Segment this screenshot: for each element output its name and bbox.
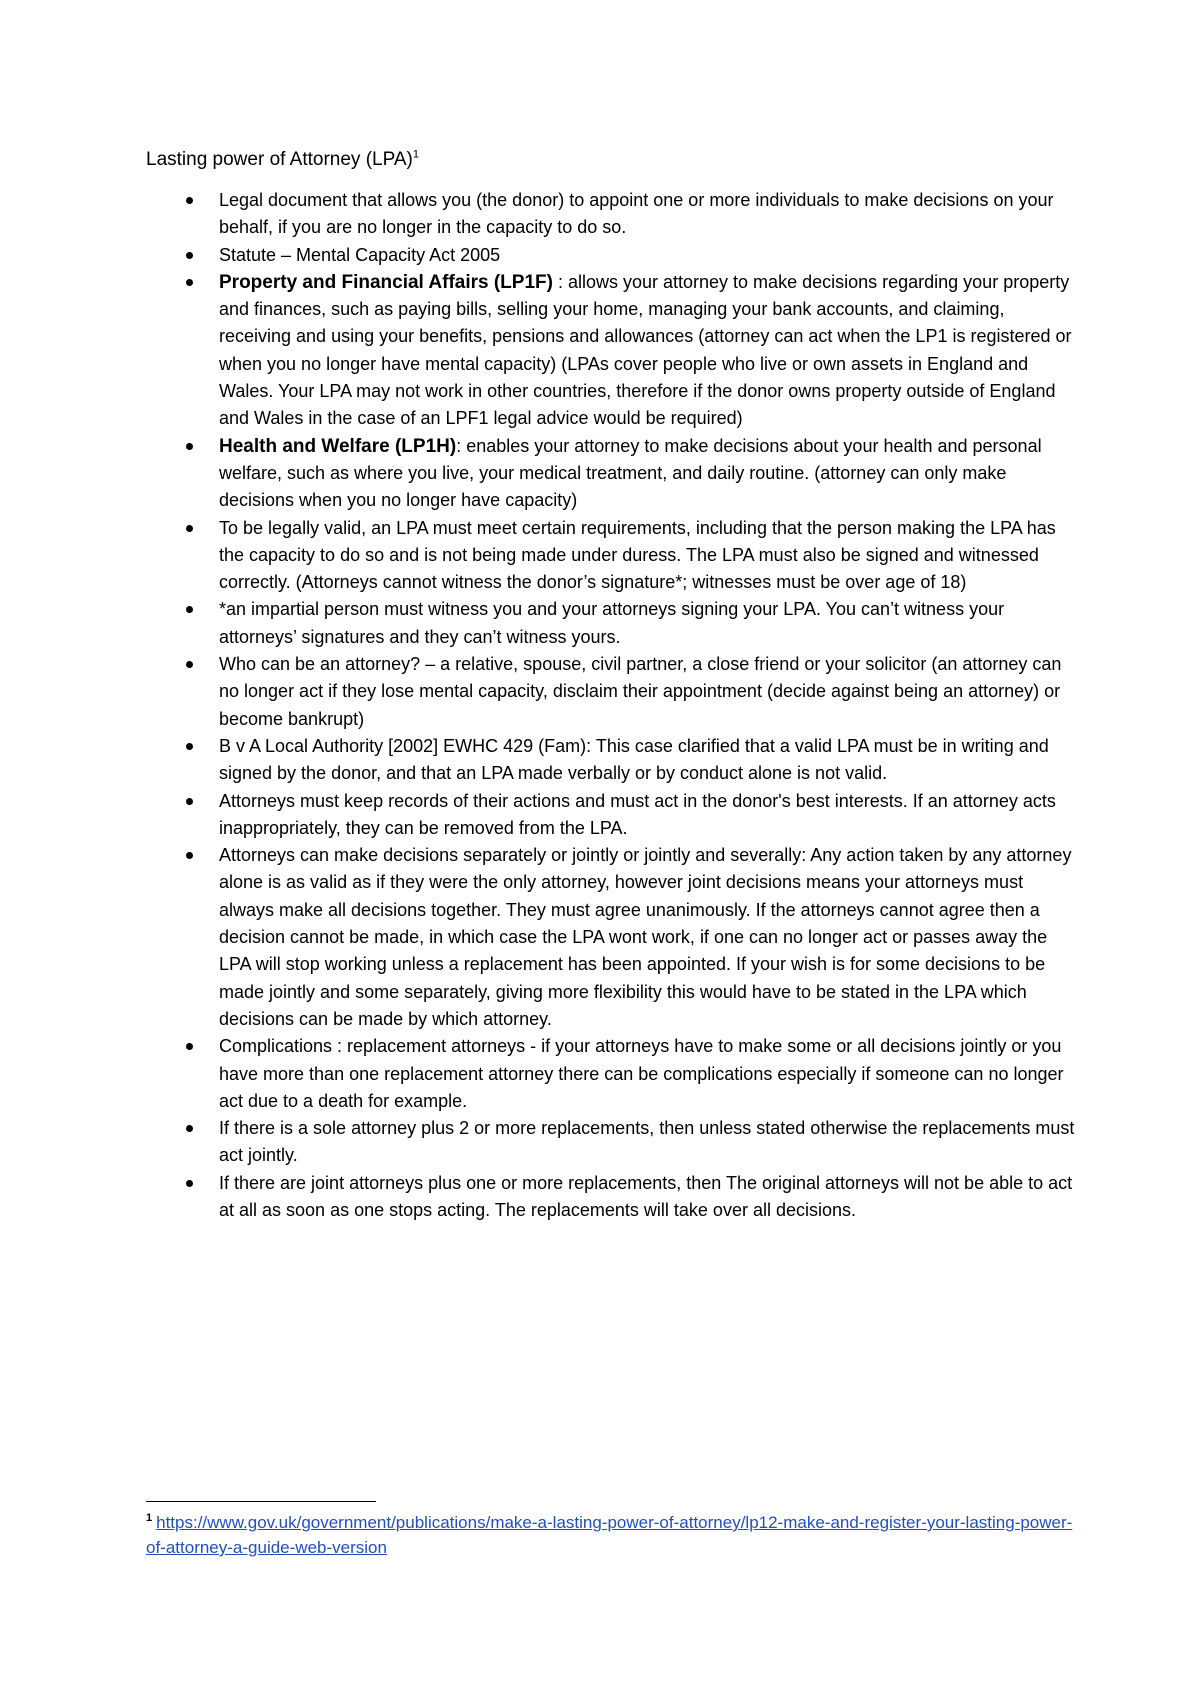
bullet-item — [146, 596, 1076, 651]
footnote-divider — [146, 1501, 376, 1502]
bullet-dot-icon — [186, 661, 193, 668]
bullet-item — [146, 515, 1076, 597]
footnote — [146, 1510, 1076, 1560]
bullet-item — [146, 433, 1076, 515]
bullet-dot-icon — [186, 1043, 193, 1050]
bullet-item — [146, 1115, 1076, 1170]
bullet-dot-icon — [186, 852, 193, 859]
footnote-link[interactable]: https://www.gov.uk/government/publications/make-a-lasting-power-of-attorney/lp12-make-and-register-your-lasting-power-of-attorney-a-guide-web-version — [146, 1513, 1073, 1557]
bullet-item — [146, 187, 1076, 242]
bullet-text: : allows your attorney to make decisions regarding your property and finances, such as paying bills, selling your home, managing your bank accounts, and claiming, receiving and using your benefits, pensions and allowances (attorney can act when the LP1 is registered or when you no longer have mental capacity) (LPAs cover people who live or own assets in England and Wales. Your LPA may not work in other countries, therefore if the donor owns property outside of England and Wales in the case of an LPF1 legal advice would be required) — [219, 271, 1072, 429]
document-title-text: Lasting power of Attorney (LPA) — [146, 149, 413, 170]
title-footnote-marker[interactable]: 1 — [412, 148, 419, 161]
bullet-text: To be legally valid, an LPA must meet certain requirements, including that the person making the LPA has the capacity to do so and is not being made under duress. The LPA must also be signed and witnessed correctly. (Attorneys cannot witness the donor’s signature*; witnesses must be over age of 18) — [219, 517, 1056, 593]
bullet-dot-icon — [186, 606, 193, 613]
bullet-dot-icon — [186, 279, 193, 286]
bullet-item — [146, 242, 1076, 269]
bullet-item — [146, 1033, 1076, 1115]
bullet-list — [146, 187, 1076, 1224]
bullet-dot-icon — [186, 1180, 193, 1187]
bullet-item — [146, 269, 1076, 433]
bullet-item — [146, 788, 1076, 843]
bullet-item — [146, 842, 1076, 1033]
bullet-heading: Health and Welfare (LP1H) — [219, 435, 457, 457]
bullet-heading: Property and Financial Affairs (LP1F) — [219, 271, 553, 293]
bullet-dot-icon — [186, 252, 193, 259]
bullet-item — [146, 1170, 1076, 1225]
bullet-text: *an impartial person must witness you and your attorneys signing your LPA. You can’t witness your attorneys’ signatures and they can’t witness yours. — [219, 599, 1005, 647]
bullet-text: Legal document that allows you (the donor) to appoint one or more individuals to make decisions on your behalf, if you are no longer in the capacity to do so. — [219, 190, 1054, 238]
bullet-text: Attorneys can make decisions separately or jointly or jointly and severally: Any action taken by any attorney alone is as valid as if they were the only attorney, however joint decisions means your attorneys must always make all decisions together. They must agree unanimously. If the attorneys cannot agree then a decision cannot be made, in which case the LPA wont work, if one can no longer act or passes away the LPA will stop working unless a replacement has been appointed. If your wish is for some decisions to be made jointly and some separately, giving more flexibility this would have to be stated in the LPA which decisions can be made by which attorney. — [219, 845, 1072, 1029]
bullet-text: : enables your attorney to make decisions about your health and personal welfare, such as where you live, your medical treatment, and daily routine. (attorney can only make decisions when you no longer have capacity) — [219, 435, 1042, 511]
bullet-text: Complications : replacement attorneys - if your attorneys have to make some or all decisions jointly or you have more than one replacement attorney there can be complications especially if someone can no longer act due to a death for example. — [219, 1036, 1064, 1111]
bullet-item — [146, 733, 1076, 788]
bullet-dot-icon — [186, 1125, 193, 1132]
bullet-text: Attorneys must keep records of their actions and must act in the donor's best interests. If an attorney acts inappropriately, they can be removed from the LPA. — [219, 790, 1056, 838]
bullet-text: B v A Local Authority [2002] EWHC 429 (Fam): This case clarified that a valid LPA must be in writing and signed by the donor, and that an LPA made verbally or by conduct alone is not valid. — [219, 735, 1049, 784]
bullet-dot-icon — [186, 197, 193, 204]
bullet-dot-icon — [186, 743, 193, 750]
bullet-item — [146, 651, 1076, 733]
bullet-dot-icon — [186, 443, 193, 450]
document-title — [146, 146, 1076, 173]
document-body — [146, 146, 1076, 1224]
bullet-text: Who can be an attorney? – a relative, spouse, civil partner, a close friend or your solicitor (an attorney can no longer act if they lose mental capacity, disclaim their appointment (decide against being an attorney) or become bankrupt) — [219, 654, 1062, 729]
bullet-dot-icon — [186, 798, 193, 805]
bullet-text: If there are joint attorneys plus one or more replacements, then The original attorneys will not be able to act at all as soon as one stops acting. The replacements will take over all decisions. — [219, 1172, 1073, 1220]
bullet-dot-icon — [186, 525, 193, 532]
footnote-marker: 1 — [146, 1512, 153, 1525]
bullet-text: If there is a sole attorney plus 2 or more replacements, then unless stated otherwise the replacements must act jointly. — [219, 1118, 1075, 1166]
bullet-text: Statute – Mental Capacity Act 2005 — [219, 244, 501, 265]
